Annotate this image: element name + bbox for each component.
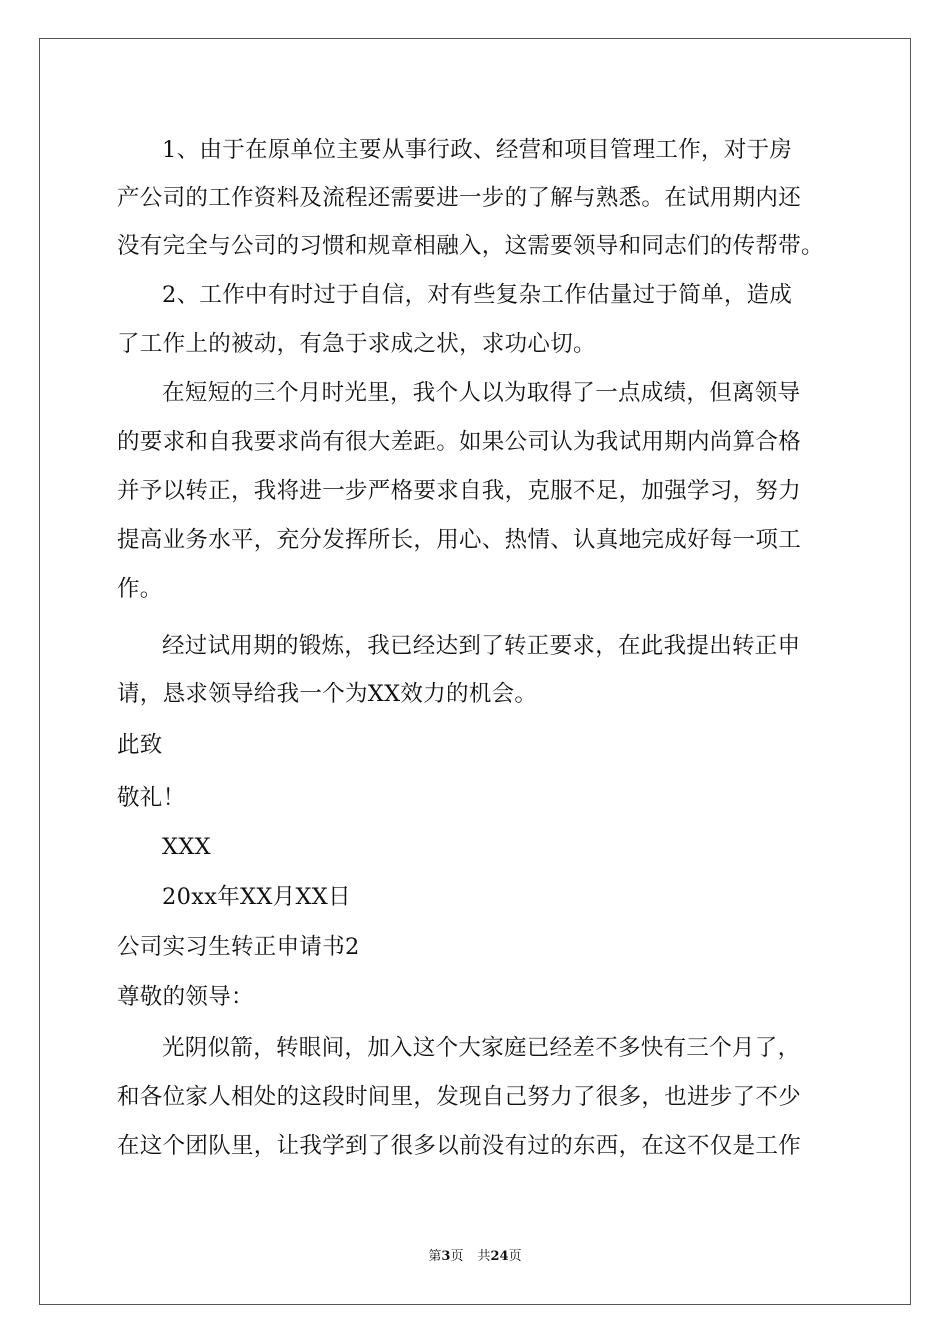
paragraph-line: 提高业务水平，充分发挥所长，用心、热情、认真地完成好每一项工 <box>117 527 802 553</box>
signature-name: XXX <box>162 834 211 860</box>
page-prefix: 第 <box>428 1249 442 1264</box>
paragraph-line: 并予以转正，我将进一步严格要求自我，克服不足，加强学习，努力 <box>117 478 802 504</box>
paragraph-line: 经过试用期的锻炼，我已经达到了转正要求，在此我提出转正申 <box>162 633 801 659</box>
paragraph-line: 的要求和自我要求尚有很大差距。如果公司认为我试用期内尚算合格 <box>117 429 802 455</box>
paragraph-line: 没有完全与公司的习惯和规章相融入，这需要领导和同志们的传帮带。 <box>117 233 824 259</box>
section-heading: 公司实习生转正申请书2 <box>117 934 360 960</box>
paragraph-line: 在这个团队里，让我学到了很多以前没有过的东西，在这不仅是工作 <box>117 1133 802 1159</box>
page-suffix: 页 <box>450 1249 464 1264</box>
paragraph-line: 请，恳求领导给我一个为XX效力的机会。 <box>117 681 538 707</box>
total-prefix: 共 <box>477 1249 491 1264</box>
paragraph-line: 1、由于在原单位主要从事行政、经营和项目管理工作，对于房 <box>162 137 793 163</box>
paragraph-line: 在短短的三个月时光里，我个人以为取得了一点成绩，但离领导 <box>162 380 801 406</box>
signature-date: 20xx年XX月XX日 <box>162 884 351 910</box>
paragraph-line: 作。 <box>117 576 163 602</box>
page-footer <box>0 1245 950 1264</box>
paragraph-line: 光阴似箭，转眼间，加入这个大家庭已经差不多快有三个月了， <box>162 1035 801 1061</box>
paragraph-line: 2、工作中有时过于自信，对有些复杂工作估量过于简单，造成 <box>162 282 793 308</box>
paragraph-line: 和各位家人相处的这段时间里，发现自己努力了很多，也进步了不少 <box>117 1084 802 1110</box>
total-suffix: 页 <box>508 1249 522 1264</box>
page-number: 3 <box>441 1249 451 1264</box>
paragraph-line: 产公司的工作资料及流程还需要进一步的了解与熟悉。在试用期内还 <box>117 185 802 211</box>
closing-salutation: 此致 <box>117 732 163 758</box>
closing-regards: 敬礼！ <box>117 785 186 811</box>
paragraph-line: 了工作上的被动，有急于求成之状，求功心切。 <box>117 331 596 357</box>
total-pages: 24 <box>490 1249 509 1264</box>
greeting: 尊敬的领导： <box>117 984 254 1010</box>
